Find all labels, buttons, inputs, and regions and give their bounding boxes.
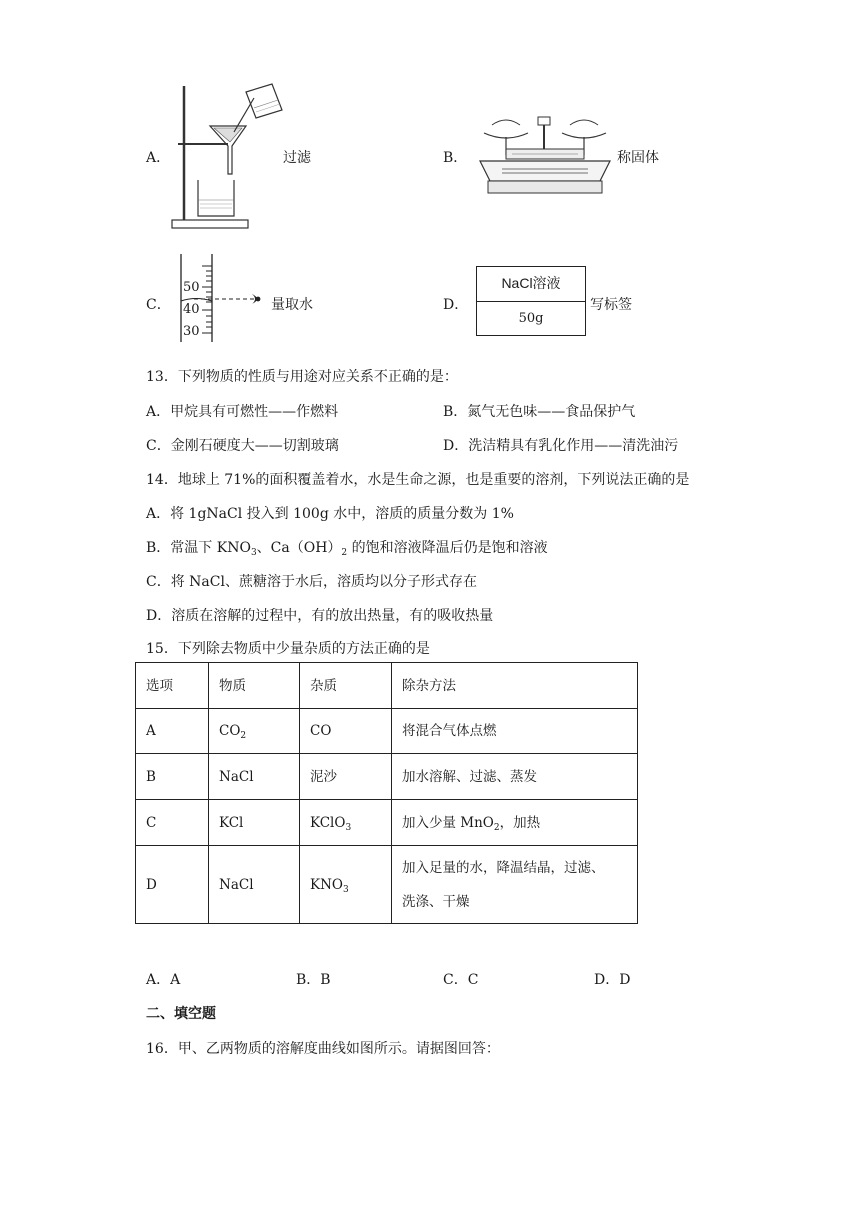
q13-stem: 13．下列物质的性质与用途对应关系不正确的是： — [146, 369, 458, 385]
row-substance: NaCl — [209, 846, 300, 924]
table-row — [136, 800, 638, 846]
q15-answer-c: C．C — [443, 972, 479, 988]
section-title: 二、填空题 — [146, 1006, 216, 1022]
option-a-letter: A． — [146, 150, 171, 166]
q15-stem: 15．下列除去物质中少量杂质的方法正确的是 — [146, 641, 430, 657]
header-option: 选项 — [136, 663, 209, 709]
q14-option-a: A．将 1gNaCl 投入到 100g 水中，溶质的质量分数为 1% — [146, 506, 514, 522]
row-method: 加入少量 MnO$_2$，加热 — [392, 800, 638, 846]
row-impurity: KClO$_3$ — [300, 800, 392, 846]
scale-mark-30: 30 — [183, 324, 200, 339]
impurity-removal-table — [135, 662, 638, 924]
q14-stem: 14．地球上 71%的面积覆盖着水，水是生命之源，也是重要的溶剂，下列说法正确的是 — [146, 472, 690, 488]
row-substance: $CO_2$ — [209, 709, 300, 754]
option-d-caption: 写标签 — [590, 297, 632, 313]
header-substance: 物质 — [209, 663, 300, 709]
filtration-apparatus-figure — [168, 82, 286, 230]
q14-option-d: D．溶质在溶解的过程中，有的放出热量，有的吸收热量 — [146, 608, 494, 624]
option-b-caption: 称固体 — [617, 150, 659, 166]
row-method: 加水溶解、过滤、蒸发 — [392, 754, 638, 800]
row-option: D — [136, 846, 209, 924]
option-a-caption: 过滤 — [283, 150, 311, 166]
row-method: 将混合气体点燃 — [392, 709, 638, 754]
reagent-label-figure — [476, 266, 586, 336]
row-impurity: 泥沙 — [300, 754, 392, 800]
row-substance: KCl — [209, 800, 300, 846]
q13-option-b: B．氮气无色味——食品保护气 — [443, 404, 636, 420]
option-c-letter: C． — [146, 297, 171, 313]
table-row — [136, 846, 638, 924]
option-b-letter: B． — [443, 150, 468, 166]
row-impurity: CO — [300, 709, 392, 754]
table-row — [136, 709, 638, 754]
q15-answer-a: A．A — [146, 972, 181, 988]
table-header-row — [136, 663, 638, 709]
option-d-letter: D． — [443, 297, 469, 313]
scale-mark-50: 50 — [183, 280, 200, 295]
table-row — [136, 754, 638, 800]
q14-option-c: C．将 NaCl、蔗糖溶于水后，溶质均以分子形式存在 — [146, 574, 477, 590]
q13-option-c: C．金刚石硬度大——切割玻璃 — [146, 438, 339, 454]
label-mass: 50g — [518, 311, 544, 326]
q16-stem: 16．甲、乙两物质的溶解度曲线如图所示。请据图回答： — [146, 1041, 500, 1057]
q13-option-a: A．甲烷具有可燃性——作燃料 — [146, 404, 339, 420]
row-option: B — [136, 754, 209, 800]
q14-option-b: B．常温下 $KNO_3$、$Ca(OH)_2$ 的饱和溶液降温后仍是饱和溶液 — [146, 540, 548, 558]
q15-answer-d: D．D — [594, 972, 631, 988]
scale-mark-40: 40 — [183, 302, 200, 317]
header-impurity: 杂质 — [300, 663, 392, 709]
option-c-caption: 量取水 — [271, 297, 313, 313]
row-option: A — [136, 709, 209, 754]
row-method: 加入足量的水，降温结晶，过滤、 洗涤、干燥 — [392, 846, 638, 924]
row-substance: NaCl — [209, 754, 300, 800]
header-method: 除杂方法 — [392, 663, 638, 709]
row-impurity: $KNO_3$ — [300, 846, 392, 924]
label-solution-name: NaCl溶液 — [477, 267, 585, 302]
q15-answer-b: B．B — [296, 972, 331, 988]
q13-option-d: D．洗洁精具有乳化作用——清洗油污 — [443, 438, 679, 454]
row-option: C — [136, 800, 209, 846]
balance-scale-figure — [476, 113, 614, 199]
